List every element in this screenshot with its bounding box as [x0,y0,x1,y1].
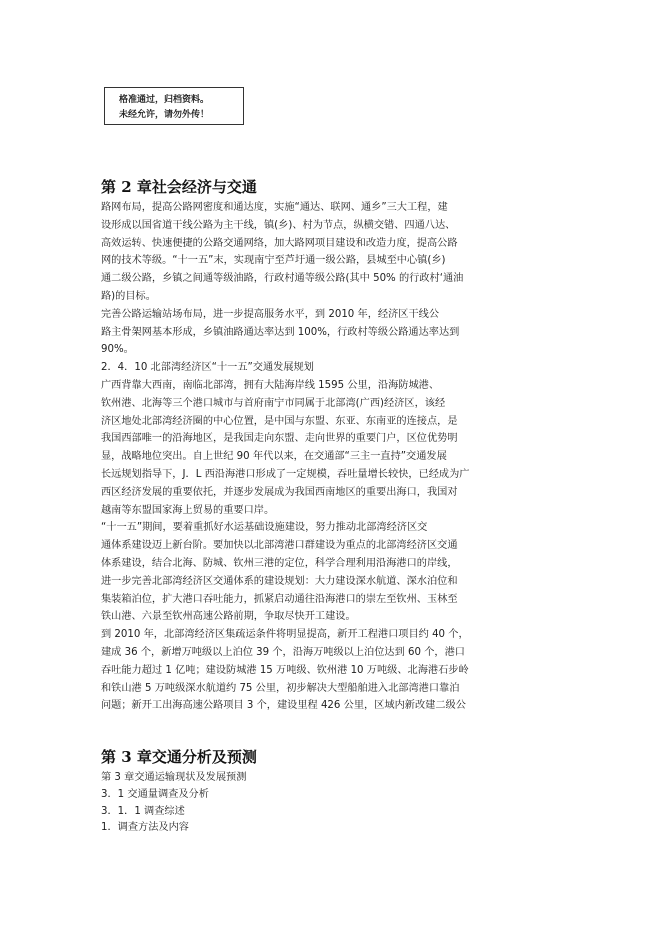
text-line: 越南等东盟国家海上贸易的重要口岸。 [101,504,275,516]
text-line: 问题；新开工出海高速公路项目 3 个，建设里程 426 公里，区域内新改建二级公 [101,700,466,712]
text-line: 通体系建设迈上新台阶。要加快以北部湾港口群建设为重点的北部湾经济区交通 [101,540,458,552]
text-line: 济区地处北部湾经济圈的中心位置，是中国与东盟、东亚、东南亚的连接点，是 [101,415,458,427]
text-line: 钦州港、北海等三个港口城市与首府南宁市同属于北部湾(广西)经济区，该经 [101,397,446,409]
text-line: 西区经济发展的重要依托，并逐步发展成为我国西南地区的重要出海口，我国对 [101,486,458,498]
text-line: 体系建设，结合北海、防城、钦州三港的定位，科学合理利用沿海港口的岸线， [101,558,458,569]
text-line: 显，战略地位突出。自上世纪 90 年代以来，在交通部“三主一直持”交通发展 [101,451,447,463]
text-line: 3．1．1 调查综述 [101,805,185,817]
text-line: 路)的目标。 [101,291,156,302]
text-line: 高效运转、快速便捷的公路交通网络，加大路网项目建设和改造力度，提高公路 [101,237,458,249]
text-line: 完善公路运输站场布局，进一步提高服务水平，到 2010 年，经济区干线公 [101,308,440,320]
text-line: 吞吐能力超过 1 亿吨；建设防城港 15 万吨级、钦州港 10 万吨级、北海港石步岭 [101,664,469,676]
text-line: 第 3 章交通运输现状及发展预测 [101,772,247,783]
text-line: 进一步完善北部湾经济区交通体系的建设规划：大力建设深水航道、深水泊位和 [101,575,458,587]
chapter-3-heading: 第 3 章交通分析及预测 [101,748,257,766]
text-line: 路主骨架网基本形成，乡镇油路通达率达到 100%，行政村等级公路通达率达到 [101,326,460,338]
approval-notice-box [104,87,244,125]
text-line: 网的技术等级。“十一五”末，实现南宁至芦圩通一级公路，县城至中心镇(乡) [101,255,446,267]
text-line: 路网布局，提高公路网密度和通达度，实施“通达、联网、通乡”三大工程，建 [101,202,448,213]
chapter-2-heading: 第 2 章社会经济与交通 [101,178,257,196]
text-line: 1．调查方法及内容 [101,822,189,834]
text-line: 90%。 [101,344,134,356]
text-line: 建成 36 个，新增万吨级以上泊位 39 个，沿海万吨级以上泊位达到 60 个，港口 [101,647,465,658]
notice-line-1: 格准通过，归档资料。 [119,95,210,105]
text-line: “十一五”期间，要着重抓好水运基础设施建设，努力推动北部湾经济区交 [101,522,428,534]
text-line: 2．4．10 北部湾经济区“十一五”交通发展规划 [101,362,314,374]
text-line: 我国西部唯一的沿海地区，是我国走向东盟、走向世界的重要门户，区位优势明 [101,433,458,445]
text-line: 通二级公路，乡镇之间通等级油路，行政村通等级公路(其中 50% 的行政村‘通油 [101,273,464,285]
text-line: 3．1 交通量调查及分析 [101,788,209,800]
text-line: 设形成以国省道干线公路为主干线，镇(乡)、村为节点，纵横交错、四通八达、 [101,219,456,231]
text-line: 到 2010 年，北部湾经济区集疏运条件将明显提高，新开工程港口项目约 40 个， [101,629,469,641]
text-line: 集装箱泊位，扩大港口吞吐能力，抓紧启动通往沿海港口的崇左至钦州、玉林至 [101,593,458,605]
text-line: 长远规划指导下，J．L 西沿海港口形成了一定规模，吞吐量增长较快，已经成为广 [101,469,470,480]
text-line: 铁山港、六景至钦州高速公路前期，争取尽快开工建设。 [101,611,356,623]
notice-line-2: 未经允许，请勿外传！ [119,110,210,120]
text-line: 广西背靠大西南，南临北部湾，拥有大陆海岸线 1595 公里，沿海防城港、 [101,380,440,391]
text-line: 和铁山港 5 万吨级深水航道约 75 公里，初步解决大型船舶进入北部湾港口靠泊 [101,682,460,694]
